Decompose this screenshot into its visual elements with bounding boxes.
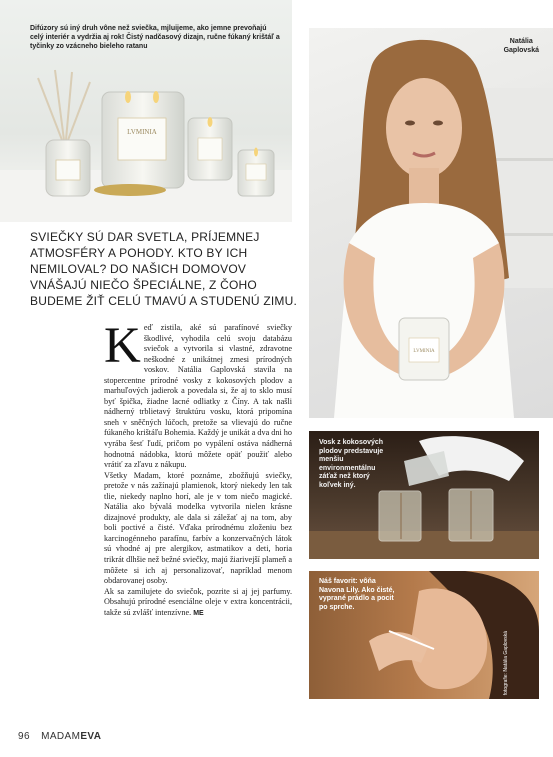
candles-caption: Difúzory sú iný druh vône než sviečka, mjluijeme, ako jemne prevoňajú celý interiér a vydržia aj rok! Čistý nadčasový dizajn, ručne fúkaný krištáľ a tyčinky zo vzácneho bieleho ratanu — [30, 25, 280, 50]
wax-pouring-photo — [309, 431, 539, 559]
photo-credit: fotografie: Natália Gaplovská — [503, 631, 509, 696]
portrait-photo — [309, 28, 553, 418]
portrait-first-name: Natália — [509, 38, 533, 45]
lead-paragraph: SVIEČKY SÚ DAR SVETLA, PRÍJEMNEJ ATMOSFÉRY A POHODY. KTO BY ICH NEMILOVAL? DO NAŠICH DOMOVOV VNÁŠAJÚ NIEČO ŠPECIÁLNE, Z ČOHO BUDEME ŽIŤ CELÚ TMAVÚ A STUDENÚ ZIMU. — [30, 230, 297, 308]
portrait-illustration — [309, 28, 553, 418]
article-body — [104, 318, 292, 698]
held-candle-brand: LVMINIA — [413, 349, 435, 354]
drop-cap: K — [104, 318, 141, 374]
portrait-name-label — [504, 37, 539, 55]
article-paragraph-1-text: eď zistila, aké sú parafínové sviečky škodlivé, vyhodila celú svoju databázu sviečok a vytvorila si vlastné, zdravotne neškodné z unikátnej zmesi prírodných voskov. Natália Gaplovská stavila na stopercentne prírodné vosky z kokosových plodov a marhuľových jadierok a povedala si, že aj to sklo musí byť špička, žiadne lacné odliatky z Číny. A tak našli nádherný trblietavý štruktúru vosku, ktorá pripomína sneh v sněčných lúčoch, pretože sa vlievajú do ručne fúkaného krištáľu Bohemia. Každý je unikát a dva dni ho vyrába šesť ľudí, pričom po vypálení ostáva nádherná hodnotná nádobka, ktorú môžete opäť použiť alebo vrátiť za zľavu z nákupu. — [104, 323, 292, 470]
footer-brand-prefix: MADAM — [41, 731, 81, 742]
article-paragraph-3-text: Ak sa zamilujete do sviečok, pozrite si aj jej parfumy. Obsahujú prírodné esenciálne oleje v extra koncentrácii, takže sú zvlášť intenzívne. — [104, 586, 292, 617]
candle-brand-text: LVMINIA — [127, 128, 157, 136]
article-paragraph-3 — [104, 587, 292, 620]
pouring-caption: Vosk z kokosových plodov predstavuje menšiu environmentálnu záťaž než ktorý koľvek iný. — [319, 439, 384, 489]
perfume-caption: Náš favorit: vôňa Navona Lily. Ako čisté, vyprané prádlo a pocit po sprche. — [319, 578, 395, 611]
perfume-photo — [309, 571, 539, 699]
candles-photo — [0, 0, 292, 222]
page-footer — [18, 731, 101, 742]
article-paragraph-1 — [104, 318, 292, 471]
page-number: 96 — [18, 731, 30, 742]
footer-brand-suffix: EVA — [80, 731, 102, 742]
article-paragraph-2: Všetky Madam, ktoré poznáme, zbožňujú sviečky, pretože v nás zažínajú plamienok, ktorý niekedy len tak tlie, niekedy naplno horí, ale je v tom niečo magické. Natália ako bývalá modelka vytvorila nielen krásne dizajnové produkty, ale dala si záležať aj na tom, aby boli poctivé a čisté. Vďaka prírodnému zloženiu bez karcinogénneho parafínu, farbív a konzervačných látok sú vhodné aj pre alergikov, astmatikov a deti, horia trikrát dlhšie než bežné sviečky, majú žiarivejší plameň a môžete si ich aj personalizovať, napríklad menom obdarovanej osoby. — [104, 470, 292, 586]
author-signoff: ME — [193, 609, 204, 617]
portrait-last-name: Gaplovská — [503, 47, 539, 54]
